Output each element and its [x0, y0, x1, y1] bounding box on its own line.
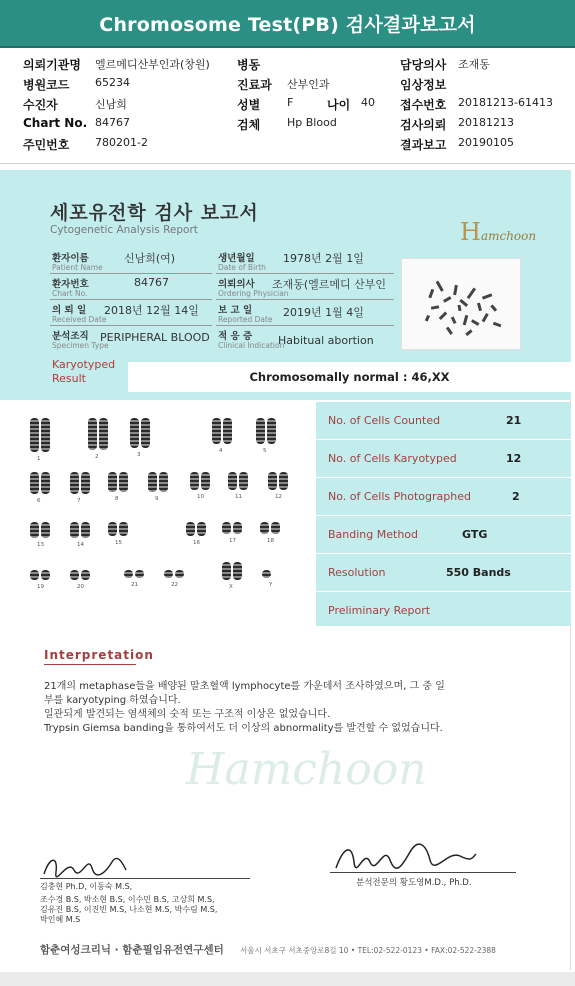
hospital-code-label: 병원코드 [23, 78, 70, 92]
field-physician-en: Ordering Physician [218, 289, 289, 298]
hamchoon-logo: Hamchoon [460, 218, 537, 246]
chromosome [70, 570, 79, 580]
signature-line [40, 878, 250, 879]
chromosome-number: 2 [95, 454, 99, 460]
chromosome-number: 3 [137, 452, 141, 458]
page-title: Chromosome Test(PB) 검사결과보고서 [99, 13, 476, 36]
analysis-stats-panel [316, 402, 571, 626]
metaphase-spread-image [401, 258, 521, 350]
chromosome [41, 522, 50, 538]
karyotyped-label-line2: Result [52, 372, 86, 385]
stat-label: Resolution [328, 566, 386, 579]
chromosome [70, 522, 79, 538]
staff-line: 조수경 B.S, 박소현 B.S, 이수민 B.S, 고상희 M.S, [40, 895, 215, 904]
chromosome [159, 472, 168, 492]
stat-label: Banding Method [328, 528, 419, 541]
chromosome [222, 522, 231, 534]
chromosome [268, 472, 277, 490]
chromosome [30, 570, 39, 580]
stat-row [316, 478, 571, 516]
signature-line [330, 872, 516, 873]
specialist-name: 분석전문의 황도영M.D., Ph.D. [356, 878, 472, 888]
chromosome-number: 20 [77, 584, 84, 590]
chromosome [186, 522, 195, 536]
info-row-4 [0, 116, 575, 135]
field-divider [216, 325, 394, 326]
hospital-label: 의뢰기관명 [23, 58, 81, 72]
karyotype-result-box [128, 362, 571, 392]
chromosome-number: 18 [267, 538, 274, 544]
chromosome [175, 570, 184, 578]
field-indication-en: Clinical Indication [218, 341, 285, 350]
sex-value: F [287, 96, 294, 109]
chart-label: Chart No. [23, 116, 88, 130]
field-specimen-label: 분석조직 [52, 331, 89, 342]
chromosome [108, 522, 117, 536]
stat-row [316, 592, 571, 630]
chromosome [262, 570, 271, 578]
chromosome [108, 472, 117, 492]
chromosome-number: 12 [275, 494, 282, 500]
chromosome-number: 8 [115, 496, 119, 502]
hospital-value: 엘르메디산부인과(창원) [95, 58, 210, 71]
dept-label: 진료과 [237, 78, 272, 92]
stat-row [316, 440, 571, 478]
footer-organization: 함춘여성크리닉 · 함춘필임유전연구센터 [40, 944, 224, 956]
cytogenetic-report-scan [0, 170, 571, 970]
chromosome [41, 472, 50, 494]
chromosome [190, 472, 199, 490]
karyogram-image [0, 402, 316, 626]
logo-text: amchoon [480, 229, 537, 243]
chromosome-number: 13 [37, 542, 44, 548]
ssn-value: 780201-2 [95, 136, 148, 149]
stat-value: 12 [506, 452, 522, 465]
chromosome-number: 22 [171, 582, 178, 588]
chromosome-number: 16 [193, 540, 200, 546]
request-label: 검사의뢰 [400, 118, 447, 132]
report-title-bar [0, 0, 575, 48]
report-top-section [0, 170, 571, 400]
receipt-value: 20181213-61413 [458, 96, 553, 109]
receipt-label: 접수번호 [400, 98, 447, 112]
hospital-code-value: 65234 [95, 76, 130, 89]
info-row-5 [0, 136, 575, 155]
chromosome [124, 570, 133, 578]
report-subheading: Cytogenetic Analysis Report [50, 224, 198, 236]
field-reported-en: Reported Date [218, 315, 273, 324]
chromosome [88, 418, 97, 450]
chromosome-number: 9 [155, 496, 159, 502]
specialist-signature [330, 840, 480, 876]
field-indication-label: 적 응 증 [218, 331, 253, 342]
stat-row [316, 516, 571, 554]
karyotyped-label-line1: Karyotyped [52, 358, 116, 371]
field-specimen-en: Specimen Type [52, 341, 109, 350]
age-value: 40 [361, 96, 375, 109]
field-name-value: 신남희(여) [124, 252, 176, 265]
chromosome-number: 6 [37, 498, 41, 504]
chromosome [212, 418, 221, 444]
ward-label: 병동 [237, 58, 261, 72]
chromosome [119, 472, 128, 492]
chromosome-number: X [229, 584, 233, 590]
chromosome [30, 472, 39, 494]
stat-row [316, 554, 571, 592]
hamchoon-watermark: Hamchoon [186, 744, 427, 795]
field-pno-en: Chart No. [52, 289, 88, 298]
stat-row [316, 402, 571, 440]
field-name-en: Patient Name [52, 263, 103, 272]
patient-info-panel [0, 52, 575, 164]
stat-value: GTG [462, 528, 488, 541]
chromosome [197, 522, 206, 536]
stat-value: 550 Bands [446, 566, 511, 579]
chromosome [99, 418, 108, 450]
field-received-en: Received Date [52, 315, 107, 324]
chromosome [130, 418, 139, 448]
chromosome [267, 418, 276, 444]
chromosome-number: 19 [37, 584, 44, 590]
karyotyped-result-label [52, 358, 115, 386]
field-received-label: 의 뢰 일 [52, 305, 87, 316]
stat-label: No. of Cells Counted [328, 414, 441, 427]
sex-label: 성별 [237, 98, 261, 112]
clinical-label: 임상정보 [400, 78, 447, 92]
interpretation-line: 21개의 metaphase들을 배양된 말초혈액 lymphocyte를 가운데서 조사하였으며, 그 중 일 [44, 681, 445, 692]
doctor-value: 조재동 [458, 58, 490, 71]
chromosome-number: 5 [263, 448, 267, 454]
info-row-3 [0, 96, 575, 115]
footer-address: 서울시 서초구 서초중앙로8길 10 • TEL:02-522-0123 • FAX:02-522-2388 [240, 946, 496, 955]
chromosome [41, 418, 50, 452]
field-dob-en: Date of Birth [218, 263, 266, 272]
chromosome [164, 570, 173, 578]
chart-value: 84767 [95, 116, 130, 129]
chromosome [233, 522, 242, 534]
karyotype-result-value: Chromosomally normal : 46,XX [249, 370, 450, 384]
field-divider [216, 273, 394, 274]
patient-value: 신남희 [95, 98, 127, 111]
chromosome [233, 562, 242, 580]
field-divider [50, 299, 212, 300]
chromosome [30, 418, 39, 452]
chromosome [81, 472, 90, 494]
ssn-label: 주민번호 [23, 138, 70, 152]
chromosome-number: 21 [131, 582, 138, 588]
field-physician-label: 의뢰의사 [218, 279, 255, 290]
interpretation-line: 일관되게 발견되는 염색체의 숫적 또는 구조적 이상은 없었습니다. [44, 709, 331, 720]
chromosome [70, 472, 79, 494]
field-physician-value: 조재동(엘르메디 산부인 [272, 278, 387, 291]
field-specimen-value: PERIPHERAL BLOOD [100, 331, 210, 344]
chromosome [41, 570, 50, 580]
field-reported-value: 2019년 1월 4일 [283, 306, 364, 319]
chromosome [222, 562, 231, 580]
report-heading: 세포유전학 검사 보고서 [50, 202, 259, 224]
chromosome [201, 472, 210, 490]
field-dob-label: 생년월일 [218, 253, 255, 264]
report-date-value: 20190105 [458, 136, 514, 149]
age-label: 나이 [327, 98, 351, 112]
patient-label: 수진자 [23, 98, 58, 112]
field-name-label: 환자이름 [52, 253, 89, 264]
interpretation-label: Interpretation [44, 648, 154, 662]
chromosome-number: 1 [37, 456, 41, 462]
interpretation-text [44, 680, 564, 736]
chromosome-number: 14 [77, 542, 84, 548]
stat-label: No. of Cells Photographed [328, 490, 471, 503]
chromosome [256, 418, 265, 444]
specimen-value: Hp Blood [287, 116, 337, 129]
chromosome [81, 522, 90, 538]
staff-line: 김유진 B.S, 이진빈 M.S, 나소현 M.S, 박수림 M.S, [40, 905, 218, 914]
chromosome [135, 570, 144, 578]
chromosome [141, 418, 150, 448]
stat-value: 21 [506, 414, 522, 427]
chromosome [81, 570, 90, 580]
staff-line: 김충현 Ph.D, 이동숙 M.S, [40, 882, 133, 891]
field-indication-value: Habitual abortion [278, 334, 374, 347]
report-date-label: 결과보고 [400, 138, 447, 152]
staff-line: 박인혜 M.S [40, 915, 81, 924]
field-divider [50, 325, 212, 326]
field-received-value: 2018년 12월 14일 [104, 304, 199, 317]
chromosome [239, 472, 248, 490]
chromosome [271, 522, 280, 534]
interpretation-line: 부를 karyotyping 하였습니다. [44, 695, 181, 706]
specimen-label: 검체 [237, 118, 261, 132]
field-pno-value: 84767 [134, 276, 169, 289]
chromosome [260, 522, 269, 534]
chromosome [119, 522, 128, 536]
doctor-label: 담당의사 [400, 58, 447, 72]
chromosome-number: 15 [115, 540, 122, 546]
metaphase-spread-graphic [402, 259, 522, 351]
chromosome-number: 7 [77, 498, 81, 504]
field-divider [216, 299, 394, 300]
chromosome-number: Y [269, 582, 273, 588]
field-dob-value: 1978년 2월 1일 [283, 252, 364, 265]
chromosome-number: 11 [235, 494, 242, 500]
stat-value: 2 [512, 490, 520, 503]
chromosome [223, 418, 232, 444]
interpretation-line: Trypsin Giemsa banding을 통하여서도 더 이상의 abnormality를 발견할 수 없었습니다. [44, 723, 443, 734]
chromosome [228, 472, 237, 490]
request-value: 20181213 [458, 116, 514, 129]
lab-director-signature [40, 852, 130, 880]
bottom-scroll-strip [0, 972, 575, 986]
chromosome [30, 522, 39, 538]
field-reported-label: 보 고 일 [218, 305, 253, 316]
field-pno-label: 환자번호 [52, 279, 89, 290]
chromosome [279, 472, 288, 490]
info-row-1 [0, 56, 575, 75]
chromosome-number: 4 [219, 448, 223, 454]
stat-label: Preliminary Report [328, 604, 431, 617]
chromosome [148, 472, 157, 492]
chromosome-number: 10 [197, 494, 204, 500]
interpretation-underline [44, 664, 136, 665]
chromosome-number: 17 [229, 538, 236, 544]
field-divider [50, 273, 212, 274]
stat-label: No. of Cells Karyotyped [328, 452, 457, 465]
dept-value: 산부인과 [287, 78, 330, 91]
info-row-2 [0, 76, 575, 95]
